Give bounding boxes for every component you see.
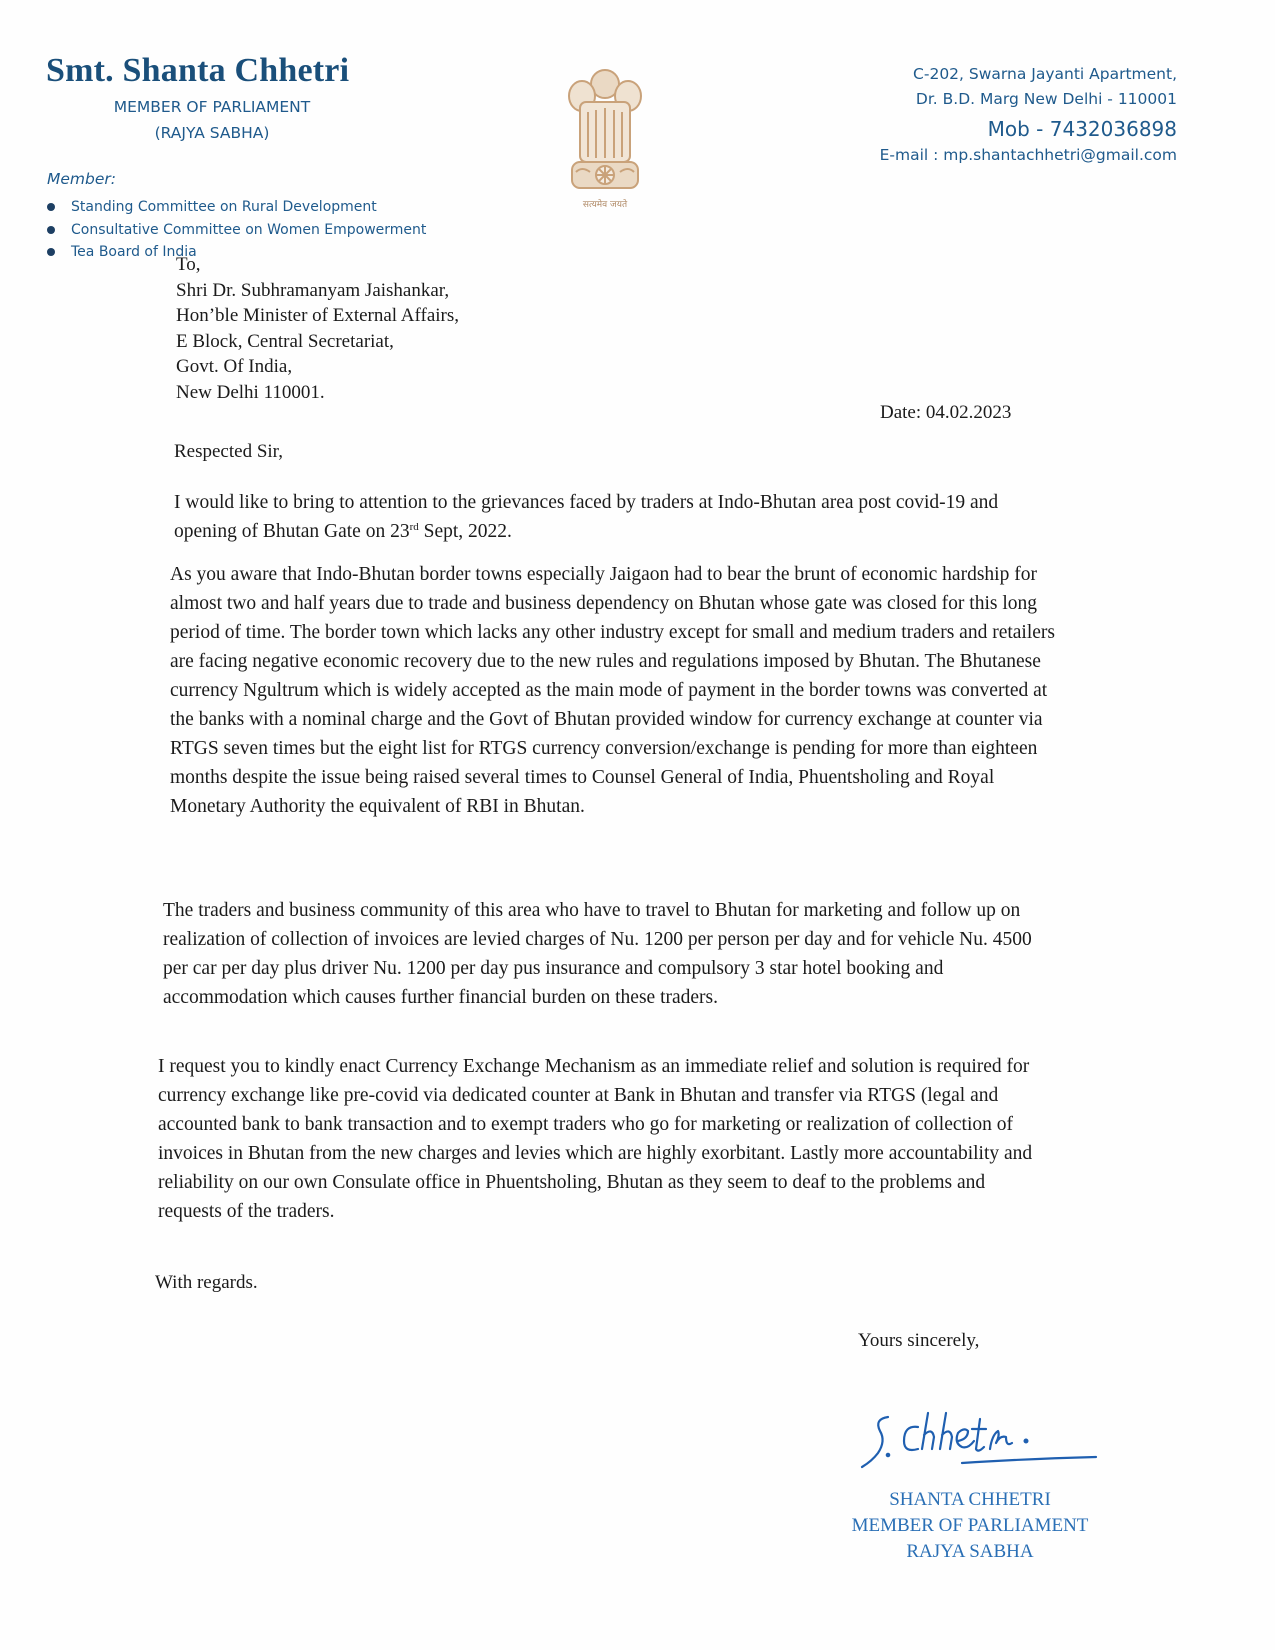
handwritten-signature-icon	[858, 1405, 1098, 1475]
signatory-name: SHANTA CHHETRI	[889, 1489, 1051, 1510]
recipient-line: Shri Dr. Subhramanyam Jaishankar,	[176, 279, 450, 301]
membership-item	[47, 219, 426, 242]
address-line2: Dr. B.D. Marg New Delhi - 110001	[915, 90, 1177, 108]
address-line1: C-202, Swarna Jayanti Apartment,	[913, 65, 1177, 83]
contact-block	[880, 62, 1177, 166]
bullet-icon	[47, 203, 55, 211]
membership-label: Standing Committee on Rural Development	[71, 199, 377, 216]
membership-label: Consultative Committee on Women Empowerment	[71, 221, 427, 238]
paragraph-intro: I would like to bring to attention to the grievances faced by traders at Indo-Bhutan area post covid-19 and opening of Bhutan Gate on 23rd Sept, 2022.	[174, 492, 999, 542]
member-label: Member:	[47, 170, 116, 188]
mp-title-line1: MEMBER OF PARLIAMENT	[113, 98, 311, 116]
signatory-house: RAJYA SABHA	[906, 1541, 1034, 1562]
mp-title	[97, 94, 327, 146]
mp-title-line2: (RAJYA SABHA)	[154, 124, 270, 142]
svg-text:सत्यमेव जयते: सत्यमेव जयते	[582, 200, 628, 210]
membership-item	[47, 196, 426, 219]
regards: With regards.	[155, 1272, 258, 1293]
signatory-designation: MEMBER OF PARLIAMENT	[851, 1515, 1089, 1536]
letter-date: Date: 04.02.2023	[880, 402, 1012, 423]
bullet-icon	[47, 248, 55, 256]
to-label: To,	[176, 254, 201, 275]
paragraph-charges: The traders and business community of this area who have to travel to Bhutan for marketing and follow up on realization of collection of invoices are levied charges of Nu. 1200 per person per day and for vehicle Nu. 4500 per car per day plus driver Nu. 1200 per day pus insurance and compulsory 3 star hotel booking and accommodation which causes further financial burden on these traders.	[163, 900, 1032, 1008]
bullet-icon	[47, 226, 55, 234]
membership-label: Tea Board of India	[71, 244, 197, 261]
signatory-block	[815, 1487, 1125, 1565]
paragraph-background: As you aware that Indo-Bhutan border towns especially Jaigaon had to bear the brunt of economic hardship for almost two and half years due to trade and business dependency on Bhutan whose gate was closed for this long period of time. The border town which lacks any other industry except for small and medium traders and retailers are facing negative economic recovery due to the new rules and regulations imposed by Bhutan. The Bhutanese currency Ngultrum which is widely accepted as the main mode of payment in the border towns was converted at the banks with a nominal charge and the Govt of Bhutan provided window for currency exchange at counter via RTGS seven times but the eight list for RTGS currency conversion/exchange is pending for more than eighteen months despite the issue being raised several times to Counsel General of India, Phuentsholing and Royal Monetary Authority the equivalent of RBI in Bhutan.	[170, 564, 1055, 817]
closing: Yours sincerely,	[858, 1330, 980, 1351]
mobile-number: Mob - 7432036898	[987, 117, 1177, 141]
email-address[interactable]: E-mail : mp.shantachhetri@gmail.com	[879, 146, 1177, 164]
national-emblem-icon	[560, 62, 650, 214]
recipient-line: New Delhi 110001.	[176, 381, 325, 403]
paragraph-request: I request you to kindly enact Currency Exchange Mechanism as an immediate relief and solution is required for currency exchange like pre-covid via dedicated counter at Bank in Bhutan and transfer via RTGS (legal and accounted bank to bank transaction and to exempt traders who go for marketing or realization of collection of invoices in Bhutan from the new charges and levies which are highly exorbitant. Lastly more accountability and reliability on our own Consulate office in Phuentsholing, Bhutan as they seem to deaf to the problems and requests of the traders.	[158, 1056, 1033, 1222]
recipient-line: Govt. Of India,	[176, 356, 293, 377]
mp-name-heading: Smt. Shanta Chhetri	[46, 52, 350, 89]
recipient-line: E Block, Central Secretariat,	[176, 330, 394, 352]
salutation: Respected Sir,	[174, 441, 283, 462]
recipient-address	[176, 252, 459, 405]
recipient-line: Hon’ble Minister of External Affairs,	[176, 305, 459, 326]
